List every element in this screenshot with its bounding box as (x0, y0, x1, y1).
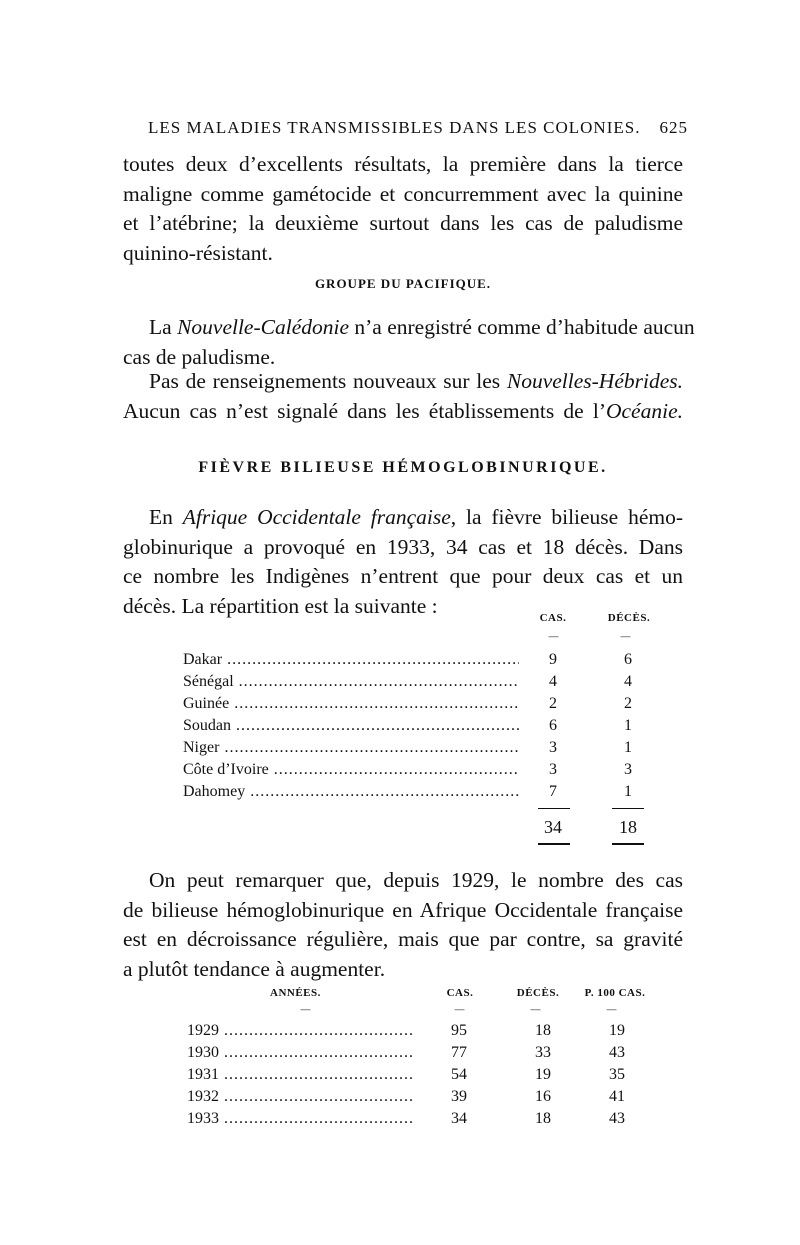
column-dash: — (548, 630, 559, 643)
pct-value: 35 (609, 1066, 625, 1083)
cas-value: 34 (451, 1110, 467, 1127)
deces-value: 1 (624, 717, 632, 734)
total-rule (612, 843, 644, 845)
year: 1933 ..... (187, 1110, 415, 1128)
column-dash: — (300, 1003, 311, 1016)
table-row (183, 761, 653, 783)
text-line (123, 367, 683, 397)
table-row (183, 783, 653, 805)
text-line: cas de paludisme. (123, 344, 276, 369)
region-name: Sénégal ..... (183, 673, 519, 691)
table-row (183, 739, 653, 761)
text-line: globinurique a provoqué en 1933, 34 cas et 18 décès. Dans (123, 534, 683, 559)
section-heading-groupe-pacifique: GROUPE DU PACIFIQUE. (314, 276, 492, 291)
cas-value: 3 (549, 739, 557, 756)
text-line: de bilieuse hémoglobinurique en Afrique Occidentale française (123, 897, 683, 922)
deces-value: 3 (624, 761, 632, 778)
pct-value: 41 (609, 1088, 625, 1105)
sum-rule (538, 808, 570, 809)
text-fragment: Aucun cas n’est signalé dans les établissements de l’ (123, 398, 606, 423)
text-line: décès. La répartition est la suivante : (123, 593, 438, 618)
column-header-deces: DÉCÈS. (607, 612, 651, 624)
deces-value: 19 (535, 1066, 551, 1083)
page-number: 625 (659, 118, 688, 137)
cas-value: 2 (549, 695, 557, 712)
region-name: Dahomey ..... (183, 783, 519, 801)
column-header-pct: P. 100 CAS. (584, 987, 646, 999)
text-fragment: La (149, 315, 178, 339)
cas-value: 39 (451, 1088, 467, 1105)
region-name: Niger ..... (183, 739, 519, 757)
column-header-annees: ANNÉES. (270, 987, 321, 999)
deces-value: 33 (535, 1044, 551, 1061)
text-line (123, 397, 683, 427)
text-line (123, 313, 695, 343)
total-rule (538, 843, 570, 845)
text-fragment: En (149, 505, 183, 529)
place-name: Nouvelle-Calédonie (177, 315, 350, 339)
year: 1930 ..... (187, 1044, 415, 1062)
table-row (187, 1110, 647, 1132)
place-name: Nouvelles-Hébrides. (506, 369, 683, 393)
place-name: Afrique Occidentale française (182, 505, 451, 529)
deces-value: 1 (624, 739, 632, 756)
table-row (187, 1066, 647, 1088)
region-name: Dakar ..... (183, 651, 519, 669)
year: 1929 ..... (187, 1022, 415, 1040)
text-line: toutes deux d’excellents résultats, la première dans la tierce (123, 152, 683, 176)
text-fragment: Pas de renseignements nouveaux sur les (149, 369, 507, 393)
deces-value: 6 (624, 651, 632, 668)
column-dash: — (454, 1003, 465, 1016)
table-row (183, 717, 653, 739)
pct-value: 43 (609, 1110, 625, 1127)
table-row (187, 1044, 647, 1066)
paragraph-nouvelle-caledonie (123, 313, 695, 372)
cas-value: 77 (451, 1044, 467, 1061)
cas-value: 6 (549, 717, 557, 734)
cas-value: 3 (549, 761, 557, 778)
pct-value: 43 (609, 1044, 625, 1061)
column-dash: — (606, 1003, 617, 1016)
cas-value: 9 (549, 651, 557, 668)
section-heading-fievre-bilieuse: FIÈVRE BILIEUSE HÉMOGLOBINURIQUE. (198, 459, 608, 476)
page-header (148, 118, 688, 142)
deces-value: 16 (535, 1088, 551, 1105)
cas-value: 7 (549, 783, 557, 800)
paragraph-afrique-occidentale (123, 503, 683, 621)
text-line: On peut remarquer que, depuis 1929, le nombre des cas (149, 868, 683, 892)
deces-value: 1 (624, 783, 632, 800)
text-line (123, 503, 683, 533)
column-header-deces: DÉCÈS. (516, 987, 560, 999)
region-name: Guinée ..... (183, 695, 519, 713)
deces-value: 18 (535, 1110, 551, 1127)
sum-rule (612, 808, 644, 809)
text-line: et l’atébrine; la deuxième surtout dans les cas de paludisme (123, 211, 683, 235)
table-row (183, 695, 653, 717)
cas-value: 95 (451, 1022, 467, 1039)
column-dash: — (530, 1003, 541, 1016)
table-row (183, 673, 653, 695)
text-line: quinino-résistant. (123, 240, 273, 265)
text-line: ce nombre les Indigènes n’entrent que pour deux cas et un (123, 564, 683, 588)
region-name: Côte d’Ivoire ..... (183, 761, 519, 779)
region-name: Soudan ..... (183, 717, 519, 735)
table-row (187, 1022, 647, 1044)
deces-value: 2 (624, 695, 632, 712)
text-fragment: n’a enregistré comme d’habitude aucun (349, 315, 695, 339)
paragraph-decroissance (123, 866, 683, 984)
place-name: Océanie. (605, 398, 683, 423)
year: 1932 ..... (187, 1088, 415, 1106)
paragraph-continuation (123, 150, 683, 268)
deces-value: 18 (535, 1022, 551, 1039)
cas-value: 54 (451, 1066, 467, 1083)
paragraph-nouvelles-hebrides (123, 367, 683, 426)
text-fragment: , la fièvre bilieuse hémo- (450, 505, 683, 529)
column-dash: — (620, 630, 631, 643)
table-row (187, 1088, 647, 1110)
total-deces: 18 (619, 817, 637, 837)
text-line: est en décroissance régulière, mais que par contre, sa gravité (123, 927, 683, 951)
running-title: LES MALADIES TRANSMISSIBLES DANS LES COLONIES. (148, 118, 641, 137)
column-header-cas: CAS. (539, 612, 567, 624)
column-header-cas: CAS. (446, 987, 474, 999)
text-line: maligne comme gamétocide et concurremment avec la quinine (123, 181, 683, 206)
total-cas: 34 (544, 817, 562, 837)
deces-value: 4 (624, 673, 632, 690)
text-line: a plutôt tendance à augmenter. (123, 956, 386, 981)
table-row (183, 651, 653, 673)
year: 1931 ..... (187, 1066, 415, 1084)
pct-value: 19 (609, 1022, 625, 1039)
cas-value: 4 (549, 673, 557, 690)
